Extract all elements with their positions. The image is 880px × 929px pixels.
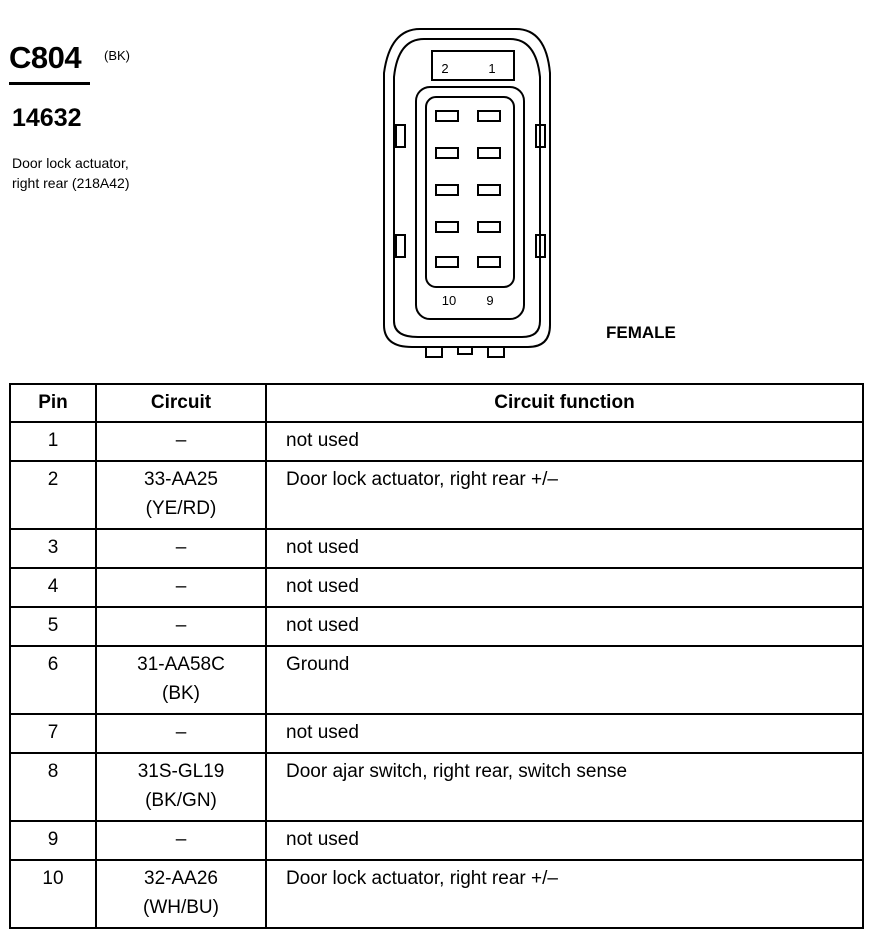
pin-label-9: 9: [486, 293, 494, 308]
pin-number-text: 3: [47, 537, 59, 558]
circuit-function-text: not used: [286, 615, 359, 636]
pin-number-text: 4: [47, 576, 59, 597]
bottom-tab: [488, 347, 504, 357]
pin-number-text: 6: [47, 654, 59, 675]
pin-number: [10, 860, 96, 928]
pin-number: [10, 529, 96, 568]
table-row: [10, 607, 863, 646]
pin-slot: [436, 148, 458, 158]
table-row: [10, 860, 863, 928]
table-row: [10, 714, 863, 753]
pin-number-text: 2: [47, 469, 59, 490]
circuit-function-text: Door lock actuator, right rear +/–: [286, 868, 558, 889]
part-number: 14632: [12, 104, 82, 132]
circuit-cell: [96, 529, 266, 568]
pin-number-text: 9: [47, 829, 59, 850]
pin-number-text: 7: [47, 722, 59, 743]
description-line-1: Door lock actuator,: [12, 155, 129, 171]
header-circuit: Circuit: [96, 384, 266, 422]
circuit-id: 31S-GL19: [137, 761, 225, 782]
pin-slot: [436, 185, 458, 195]
circuit-cell: [96, 714, 266, 753]
circuit-wire-color: (YE/RD): [145, 498, 217, 519]
circuit-id: 31-AA58C: [137, 654, 225, 675]
circuit-function: [266, 753, 863, 821]
circuit-id: –: [175, 537, 187, 558]
pin-slot: [436, 222, 458, 232]
pin-number-text: 10: [42, 868, 64, 889]
pinout-table-body: [10, 422, 863, 928]
circuit-id: 32-AA26: [144, 868, 218, 889]
circuit-function: [266, 714, 863, 753]
bottom-tab: [426, 347, 442, 357]
table-row: [10, 529, 863, 568]
pin-slot: [478, 185, 500, 195]
header-circuit-function: Circuit function: [266, 384, 863, 422]
table-row: [10, 646, 863, 714]
circuit-function-text: Door ajar switch, right rear, switch sense: [286, 761, 628, 782]
circuit-cell: [96, 821, 266, 860]
circuit-function: [266, 860, 863, 928]
circuit-id: –: [175, 722, 187, 743]
connector-description: [12, 153, 130, 193]
left-latch-top: [396, 125, 405, 147]
pin-number: [10, 568, 96, 607]
circuit-function-text: Ground: [286, 654, 350, 675]
circuit-id: 33-AA25: [144, 469, 218, 490]
circuit-function-text: not used: [286, 430, 359, 451]
housing-outline: [384, 29, 550, 347]
circuit-cell: [96, 860, 266, 928]
pin-number: [10, 714, 96, 753]
circuit-function-text: not used: [286, 722, 359, 743]
circuit-cell: [96, 646, 266, 714]
pin-label-10: 10: [441, 293, 457, 308]
circuit-function: [266, 568, 863, 607]
table-row: [10, 568, 863, 607]
circuit-id: –: [175, 576, 187, 597]
pin-number: [10, 607, 96, 646]
pin-label-1: 1: [488, 61, 496, 76]
pin-slot: [478, 257, 500, 267]
table-row: [10, 461, 863, 529]
left-latch-bottom: [396, 235, 405, 257]
description-line-2: right rear (218A42): [12, 175, 130, 191]
circuit-function: [266, 821, 863, 860]
circuit-function: [266, 646, 863, 714]
connector-id-underline: [9, 82, 90, 85]
circuit-cell: [96, 607, 266, 646]
circuit-cell: [96, 461, 266, 529]
pin-number: [10, 821, 96, 860]
pin-number-text: 1: [47, 430, 59, 451]
circuit-wire-color: (BK): [162, 683, 200, 704]
circuit-function: [266, 529, 863, 568]
pin-slot: [478, 111, 500, 121]
pin-slot: [436, 111, 458, 121]
connector-face-diagram: [380, 25, 560, 361]
pin-number: [10, 461, 96, 529]
table-row: [10, 753, 863, 821]
table-row: [10, 422, 863, 461]
pin-number: [10, 646, 96, 714]
circuit-function-text: not used: [286, 829, 359, 850]
table-row: [10, 821, 863, 860]
table-header-row: [10, 384, 863, 422]
circuit-function: [266, 607, 863, 646]
circuit-wire-color: (BK/GN): [145, 790, 217, 811]
pin-number-text: 5: [47, 615, 59, 636]
circuit-cell: [96, 422, 266, 461]
circuit-function: [266, 422, 863, 461]
connector-color: (BK): [104, 48, 130, 63]
pin-cavity-outer: [416, 87, 524, 319]
gender-label: FEMALE: [606, 323, 676, 342]
circuit-function: [266, 461, 863, 529]
header-pin: Pin: [10, 384, 96, 422]
pin-slot: [436, 257, 458, 267]
connector-id: C804: [9, 40, 82, 75]
pin-label-2: 2: [441, 61, 449, 76]
pin-number-text: 8: [47, 761, 59, 782]
circuit-id: –: [175, 615, 187, 636]
pin-slot: [478, 148, 500, 158]
circuit-id: –: [175, 829, 187, 850]
pin-number: [10, 422, 96, 461]
circuit-function-text: Door lock actuator, right rear +/–: [286, 469, 558, 490]
pin-number: [10, 753, 96, 821]
circuit-wire-color: (WH/BU): [143, 897, 219, 918]
circuit-function-text: not used: [286, 537, 359, 558]
circuit-function-text: not used: [286, 576, 359, 597]
pinout-table: [9, 383, 864, 929]
circuit-cell: [96, 753, 266, 821]
pin-slot: [478, 222, 500, 232]
circuit-cell: [96, 568, 266, 607]
circuit-id: –: [175, 430, 187, 451]
bottom-tab: [458, 347, 472, 354]
